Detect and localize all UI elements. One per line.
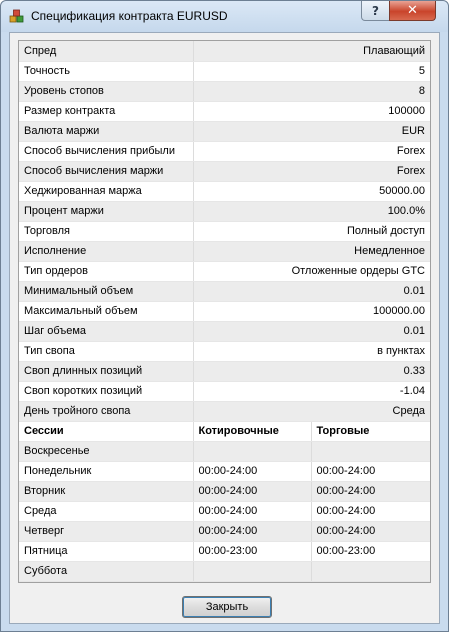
spec-row bbox=[19, 201, 430, 221]
spec-value: Среда bbox=[193, 401, 430, 421]
quote-session: 00:00-24:00 bbox=[193, 461, 311, 481]
spec-row bbox=[19, 221, 430, 241]
spec-label: Точность bbox=[19, 61, 193, 81]
spec-label: Валюта маржи bbox=[19, 121, 193, 141]
trade-session bbox=[311, 441, 430, 461]
session-day: Воскресенье bbox=[19, 441, 193, 461]
close-button[interactable]: Закрыть bbox=[182, 596, 272, 618]
spec-label: Минимальный объем bbox=[19, 281, 193, 301]
quote-session: 00:00-23:00 bbox=[193, 541, 311, 561]
spec-label: Способ вычисления прибыли bbox=[19, 141, 193, 161]
trade-sessions-header: Торговые bbox=[311, 421, 430, 441]
dialog-body bbox=[9, 32, 440, 624]
spec-row bbox=[19, 281, 430, 301]
spec-grid[interactable] bbox=[18, 40, 431, 583]
help-icon: ? bbox=[372, 3, 379, 18]
spec-label: Тип свопа bbox=[19, 341, 193, 361]
spec-value: EUR bbox=[193, 121, 430, 141]
spec-label: Шаг объема bbox=[19, 321, 193, 341]
window-title: Спецификация контракта EURUSD bbox=[31, 9, 228, 23]
spec-row bbox=[19, 181, 430, 201]
spec-value: 50000.00 bbox=[193, 181, 430, 201]
spec-row bbox=[19, 41, 430, 61]
session-day: Среда bbox=[19, 501, 193, 521]
spec-value: 100000 bbox=[193, 101, 430, 121]
trade-session: 00:00-24:00 bbox=[311, 461, 430, 481]
session-day: Пятница bbox=[19, 541, 193, 561]
spec-label: Своп длинных позиций bbox=[19, 361, 193, 381]
spec-row bbox=[19, 161, 430, 181]
spec-label: День тройного свопа bbox=[19, 401, 193, 421]
session-row bbox=[19, 501, 430, 521]
spec-row bbox=[19, 141, 430, 161]
sessions-header-row bbox=[19, 421, 430, 441]
spec-row bbox=[19, 301, 430, 321]
window-close-button[interactable] bbox=[389, 1, 436, 21]
spec-value: Отложенные ордеры GTC bbox=[193, 261, 430, 281]
spec-label: Максимальный объем bbox=[19, 301, 193, 321]
spec-value: 100.0% bbox=[193, 201, 430, 221]
spec-label: Спред bbox=[19, 41, 193, 61]
title-bar[interactable] bbox=[1, 1, 448, 32]
spec-value: Forex bbox=[193, 141, 430, 161]
spec-row bbox=[19, 121, 430, 141]
spec-label: Уровень стопов bbox=[19, 81, 193, 101]
help-button[interactable] bbox=[361, 1, 390, 21]
session-day: Суббота bbox=[19, 561, 193, 581]
close-icon: ✕ bbox=[407, 3, 418, 18]
spec-value: Плавающий bbox=[193, 41, 430, 61]
spec-row bbox=[19, 101, 430, 121]
spec-value: 100000.00 bbox=[193, 301, 430, 321]
trade-session bbox=[311, 561, 430, 581]
sessions-table bbox=[19, 421, 430, 581]
spec-row bbox=[19, 261, 430, 281]
session-row bbox=[19, 561, 430, 581]
spec-value: 8 bbox=[193, 81, 430, 101]
spec-row bbox=[19, 341, 430, 361]
session-row bbox=[19, 461, 430, 481]
spec-table bbox=[19, 41, 430, 421]
sessions-header: Сессии bbox=[19, 421, 193, 441]
spec-label: Исполнение bbox=[19, 241, 193, 261]
spec-row bbox=[19, 321, 430, 341]
spec-value: 0.01 bbox=[193, 321, 430, 341]
session-row bbox=[19, 521, 430, 541]
spec-row bbox=[19, 401, 430, 421]
spec-value: Немедленное bbox=[193, 241, 430, 261]
quote-session bbox=[193, 561, 311, 581]
spec-label: Торговля bbox=[19, 221, 193, 241]
quote-session: 00:00-24:00 bbox=[193, 481, 311, 501]
spec-row bbox=[19, 81, 430, 101]
spec-label: Размер контракта bbox=[19, 101, 193, 121]
spec-label: Тип ордеров bbox=[19, 261, 193, 281]
session-day: Вторник bbox=[19, 481, 193, 501]
spec-value: -1.04 bbox=[193, 381, 430, 401]
spec-value: Полный доступ bbox=[193, 221, 430, 241]
spec-value: в пунктах bbox=[193, 341, 430, 361]
session-row bbox=[19, 481, 430, 501]
trade-session: 00:00-24:00 bbox=[311, 501, 430, 521]
spec-label: Процент маржи bbox=[19, 201, 193, 221]
spec-row bbox=[19, 241, 430, 261]
session-row bbox=[19, 541, 430, 561]
spec-row bbox=[19, 381, 430, 401]
session-row bbox=[19, 441, 430, 461]
spec-value: 5 bbox=[193, 61, 430, 81]
session-day: Четверг bbox=[19, 521, 193, 541]
trade-session: 00:00-24:00 bbox=[311, 521, 430, 541]
spec-value: 0.01 bbox=[193, 281, 430, 301]
quote-sessions-header: Котировочные bbox=[193, 421, 311, 441]
spec-label: Хеджированная маржа bbox=[19, 181, 193, 201]
quote-session bbox=[193, 441, 311, 461]
spec-value: 0.33 bbox=[193, 361, 430, 381]
spec-row bbox=[19, 61, 430, 81]
quote-session: 00:00-24:00 bbox=[193, 521, 311, 541]
spec-label: Своп коротких позиций bbox=[19, 381, 193, 401]
trade-session: 00:00-24:00 bbox=[311, 481, 430, 501]
trade-session: 00:00-23:00 bbox=[311, 541, 430, 561]
cube-stack-icon bbox=[9, 8, 25, 24]
spec-label: Способ вычисления маржи bbox=[19, 161, 193, 181]
session-day: Понедельник bbox=[19, 461, 193, 481]
spec-value: Forex bbox=[193, 161, 430, 181]
quote-session: 00:00-24:00 bbox=[193, 501, 311, 521]
spec-row bbox=[19, 361, 430, 381]
